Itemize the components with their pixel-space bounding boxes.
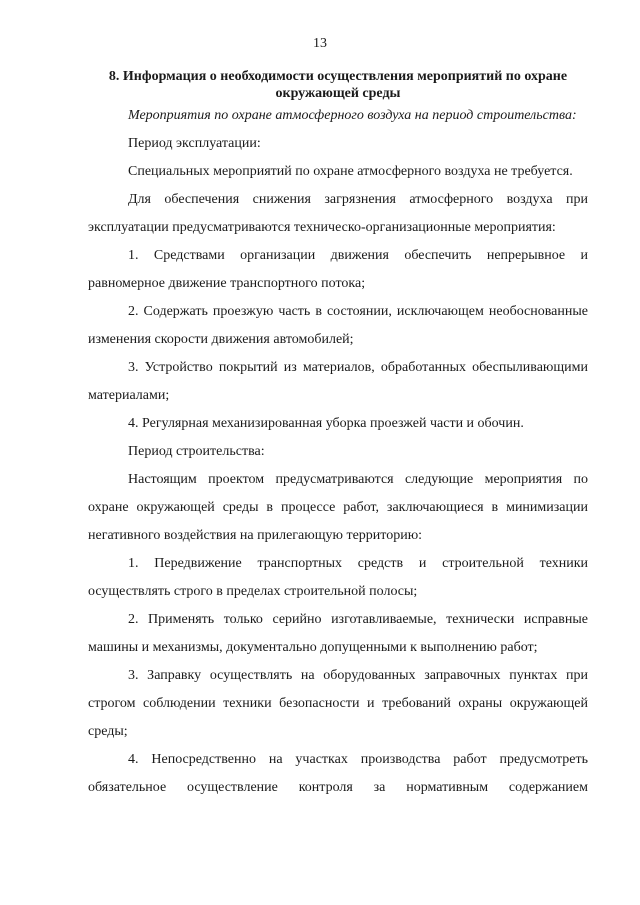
paragraph-operation-period: Период эксплуатации:: [128, 136, 261, 151]
paragraph-construction-measures: Настоящим проектом предусматриваются следующие мероприятия по охране окружающей среды в процессе работ, заключающиеся в минимизации негативного воздействия на прилегающую территорию:: [88, 472, 588, 543]
list-item-construction-1: 1. Передвижение транспортных средств и строительной техники осуществлять строго в пределах строительной полосы;: [88, 556, 588, 599]
paragraph-no-special-measures: Специальных мероприятий по охране атмосферного воздуха не требуется.: [128, 164, 573, 179]
section-heading: 8. Информация о необходимости осуществления мероприятий по охране окружающей среды: [108, 69, 568, 101]
list-item-construction-2: 2. Применять только серийно изготавливаемые, технически исправные машины и механизмы, документально допущенными к выполнению работ;: [88, 612, 588, 655]
list-item-operation-2: 2. Содержать проезжую часть в состоянии, исключающем необоснованные изменения скорости движения автомобилей;: [88, 304, 588, 347]
page-number: 13: [313, 36, 327, 51]
list-item-operation-4: 4. Регулярная механизированная уборка проезжей части и обочин.: [128, 416, 524, 431]
document-body: [88, 102, 588, 802]
list-item-operation-1: 1. Средствами организации движения обеспечить непрерывное и равномерное движение транспортного потока;: [88, 248, 588, 291]
list-item-operation-3: 3. Устройство покрытий из материалов, обработанных обеспыливающими материалами;: [88, 360, 588, 403]
paragraph-construction-period: Период строительства:: [128, 444, 265, 459]
list-item-construction-3: 3. Заправку осуществлять на оборудованных заправочных пунктах при строгом соблюдении техники безопасности и требований охраны окружающей среды;: [88, 668, 588, 739]
paragraph-pollution-reduction: Для обеспечения снижения загрязнения атмосферного воздуха при эксплуатации предусматриваются техническо-организационные мероприятия:: [88, 192, 588, 235]
list-item-construction-4: 4. Непосредственно на участках производства работ предусмотреть обязательное осуществление контроля за нормативным содержанием: [88, 752, 588, 795]
paragraph-air-measures-intro: Мероприятия по охране атмосферного воздуха на период строительства:: [128, 108, 577, 123]
